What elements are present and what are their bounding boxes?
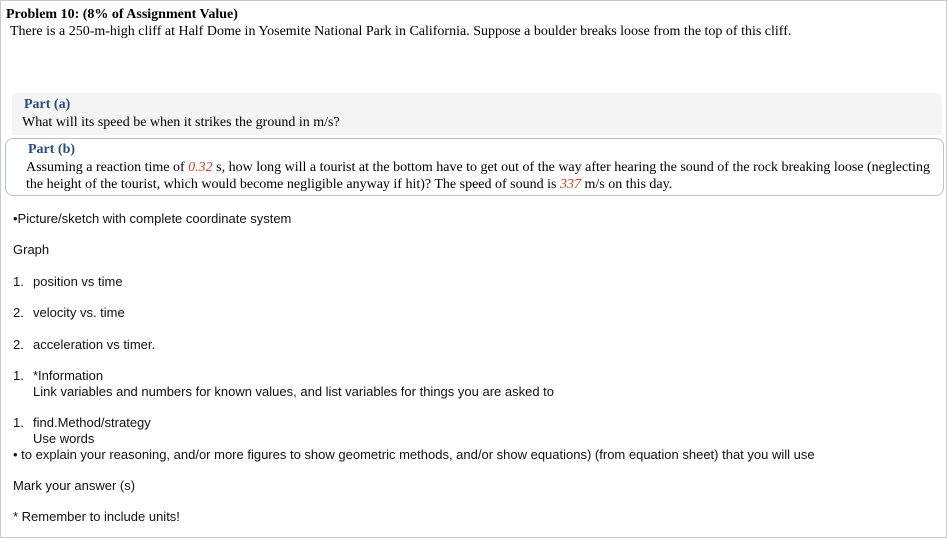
graph-item: 1. position vs time bbox=[13, 274, 123, 289]
part-b-question bbox=[26, 159, 941, 193]
sound-speed-value: 337 bbox=[559, 177, 581, 192]
part-a-label: Part (a) bbox=[24, 97, 71, 112]
units-reminder: * Remember to include units! bbox=[13, 509, 180, 524]
method-words: Use words bbox=[33, 431, 95, 446]
graph-heading: Graph bbox=[13, 242, 50, 257]
information-detail: Link variables and numbers for known values, and list variables for things you are asked to bbox=[33, 384, 555, 399]
part-b-question-post: m/s on this day. bbox=[580, 177, 673, 192]
part-b-question-pre: Assuming a reaction time of bbox=[26, 160, 189, 175]
method-bullet: • to explain your reasoning, and/or more figures to show geometric methods, and/or show equations) (from equation sheet) that you will use bbox=[13, 447, 815, 462]
graph-item: 2. velocity vs. time bbox=[13, 305, 125, 320]
part-b-label: Part (b) bbox=[28, 142, 76, 157]
information-item: 1. *Information bbox=[13, 368, 104, 383]
problem-title: Problem 10: (8% of Assignment Value) bbox=[6, 7, 238, 22]
picture-note: •Picture/sketch with complete coordinate system bbox=[13, 211, 292, 226]
part-b-question-mid: s, how long will a tourist at the bottom have to get out of the way after hearing the sound of the rock breaking loose (neglecting the height of the tourist, which would become negligible anyway if hit)? The speed of sound is bbox=[26, 160, 930, 192]
method-item: 1. find.Method/strategy bbox=[13, 415, 151, 430]
part-a-question: What will its speed be when it strikes the ground in m/s? bbox=[22, 115, 340, 130]
problem-description: There is a 250-m-high cliff at Half Dome in Yosemite National Park in California. Suppose a boulder breaks loose from the top of this cliff. bbox=[10, 24, 792, 39]
part-a-panel[interactable] bbox=[12, 93, 942, 135]
reaction-time-value: 0.32 bbox=[188, 160, 213, 175]
graph-item: 2. acceleration vs timer. bbox=[13, 337, 156, 352]
part-b-panel[interactable] bbox=[5, 138, 944, 196]
mark-answer-note: Mark your answer (s) bbox=[13, 478, 136, 493]
